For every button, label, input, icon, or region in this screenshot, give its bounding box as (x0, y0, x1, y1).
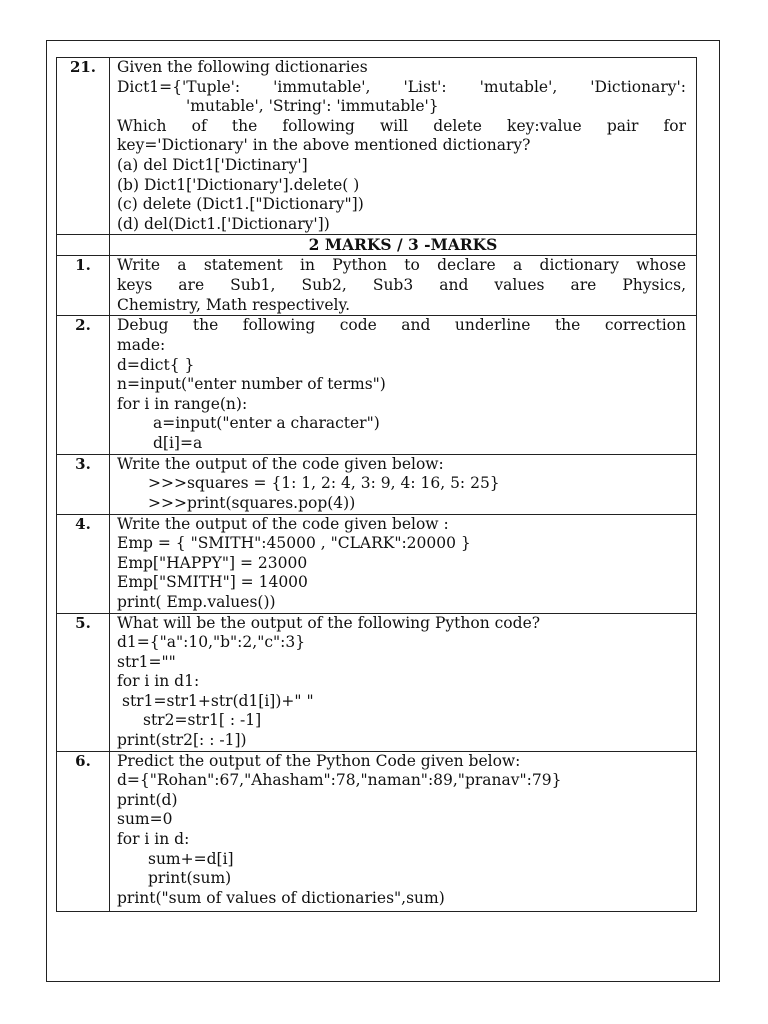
question-number: 4. (57, 514, 110, 613)
empty-cell (57, 235, 110, 256)
question-text: Predict the output of the Python Code given below: d={"Rohan":67,"Ahasham":78,"naman":89,"pranav":79} print(d) sum=0 for i in d: sum+=d[i] print(sum) print("sum of values of dictionaries",sum) (110, 751, 697, 911)
question-number: 5. (57, 613, 110, 751)
table-row (57, 256, 697, 316)
table-row (57, 514, 697, 613)
question-text: What will be the output of the following Python code? d1={"a":10,"b":2,"c":3} str1="" for i in d1: str1=str1+str(d1[i])+" " str2=str1[ : -1] print(str2[: : -1]) (110, 613, 697, 751)
table-row (57, 751, 697, 911)
question-number: 6. (57, 751, 110, 911)
question-number: 3. (57, 454, 110, 514)
question-text: Write the output of the code given below: >>>squares = {1: 1, 2: 4, 3: 9, 4: 16, 5: 25} >>>print(squares.pop(4)) (110, 454, 697, 514)
table-row (57, 454, 697, 514)
question-text: Debug the following code and underline the correction made: d=dict{ } n=input("enter number of terms") for i in range(n): a=input("enter a character") d[i]=a (110, 316, 697, 454)
section-title: 2 MARKS / 3 -MARKS (110, 235, 697, 256)
question-table (56, 57, 697, 912)
table-row (57, 316, 697, 454)
question-number: 1. (57, 256, 110, 316)
question-text: Given the following dictionaries Dict1={'Tuple': 'immutable', 'List': 'mutable', 'Dictionary': 'mutable', 'String': 'immutable'} Which of the following will delete key:value pair for key='Dictionary' in the above mentioned dictionary? (a) del Dict1['Dictinary'] (b) Dict1['Dictionary'].delete( ) (c) delete (Dict1.["Dictionary"]) (d) del(Dict1.['Dictionary']) (110, 58, 697, 235)
question-text: Write the output of the code given below : Emp = { "SMITH":45000 , "CLARK":20000 } Emp["HAPPY"] = 23000 Emp["SMITH"] = 14000 print( Emp.values()) (110, 514, 697, 613)
question-number: 21. (57, 58, 110, 235)
table-row (57, 58, 697, 235)
table-row (57, 613, 697, 751)
question-text: Write a statement in Python to declare a dictionary whose keys are Sub1, Sub2, Sub3 and values are Physics, Chemistry, Math respectively. (110, 256, 697, 316)
section-row (57, 235, 697, 256)
question-number: 2. (57, 316, 110, 454)
